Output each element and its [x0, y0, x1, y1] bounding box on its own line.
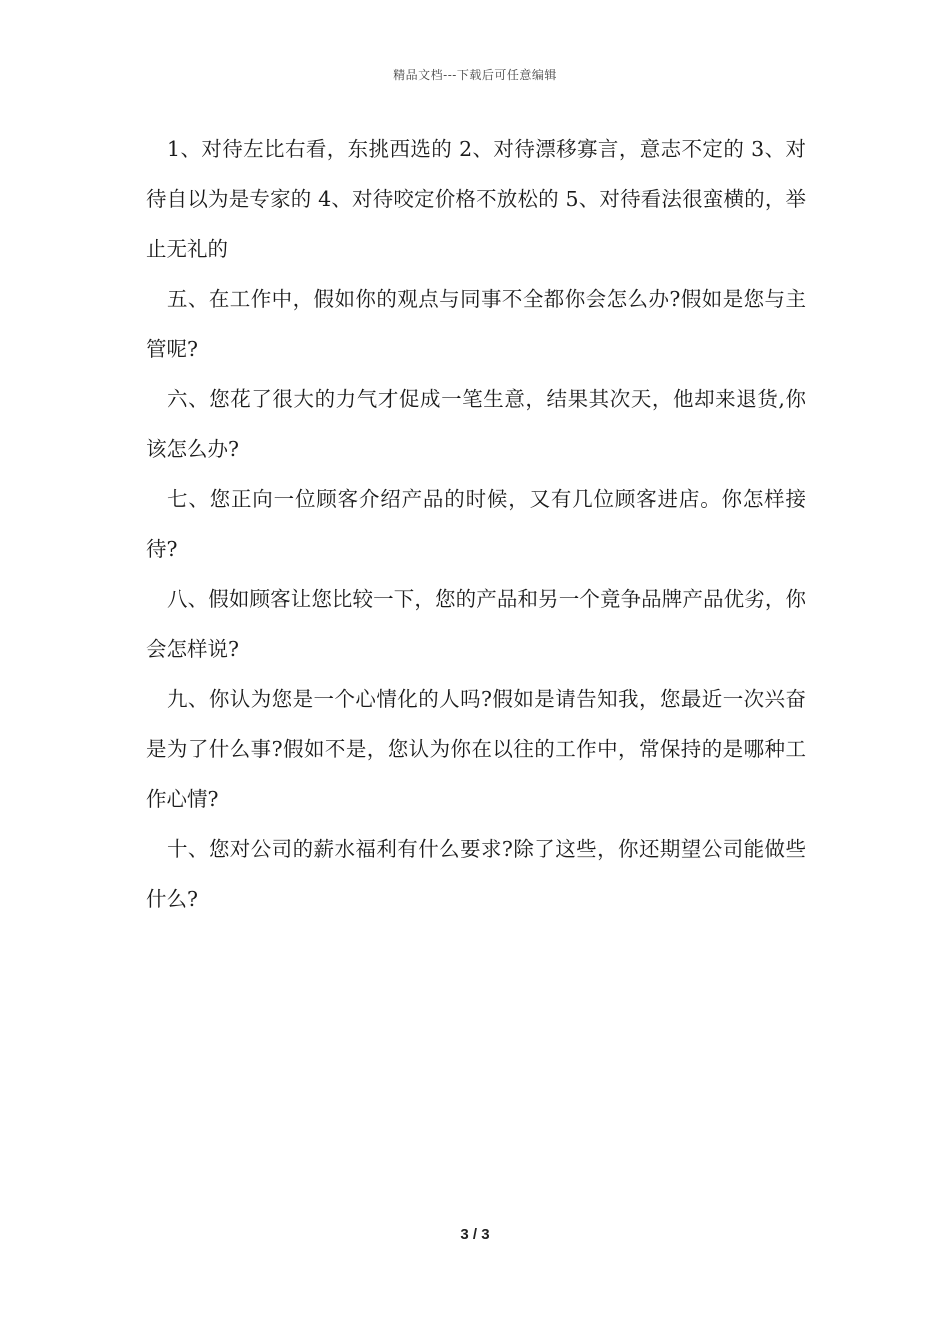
paragraph-question-5: 五、在工作中，假如你的观点与同事不全都你会怎么办?假如是您与主管呢? — [146, 287, 806, 361]
paragraph-question-9: 九、你认为您是一个心情化的人吗?假如是请告知我，您最近一次兴奋是为了什么事?假如不是，您认为你在以往的工作中，常保持的是哪种工作心情? — [146, 687, 806, 811]
document-body — [146, 124, 806, 924]
page-number: 3 / 3 — [460, 1226, 490, 1243]
page-header: 精品文档---下载后可任意编辑 — [393, 68, 557, 82]
paragraph-question-8: 八、假如顾客让您比较一下，您的产品和另一个竟争品牌产品优劣，你会怎样说? — [146, 587, 806, 661]
paragraph-question-7: 七、您正向一位顾客介绍产品的时候，又有几位顾客进店。你怎样接待? — [146, 487, 806, 561]
paragraph-question-10: 十、您对公司的薪水福利有什么要求?除了这些，你还期望公司能做些什么? — [146, 837, 806, 911]
paragraph-customer-types: 1、对待左比右看，东挑西选的 2、对待漂移寡言，意志不定的 3、对待自以为是专家的 4、对待咬定价格不放松的 5、对待看法很蛮横的，举止无礼的 — [146, 137, 806, 261]
paragraph-question-6: 六、您花了很大的力气才促成一笔生意，结果其次天，他却来退货,你该怎么办? — [146, 387, 806, 461]
